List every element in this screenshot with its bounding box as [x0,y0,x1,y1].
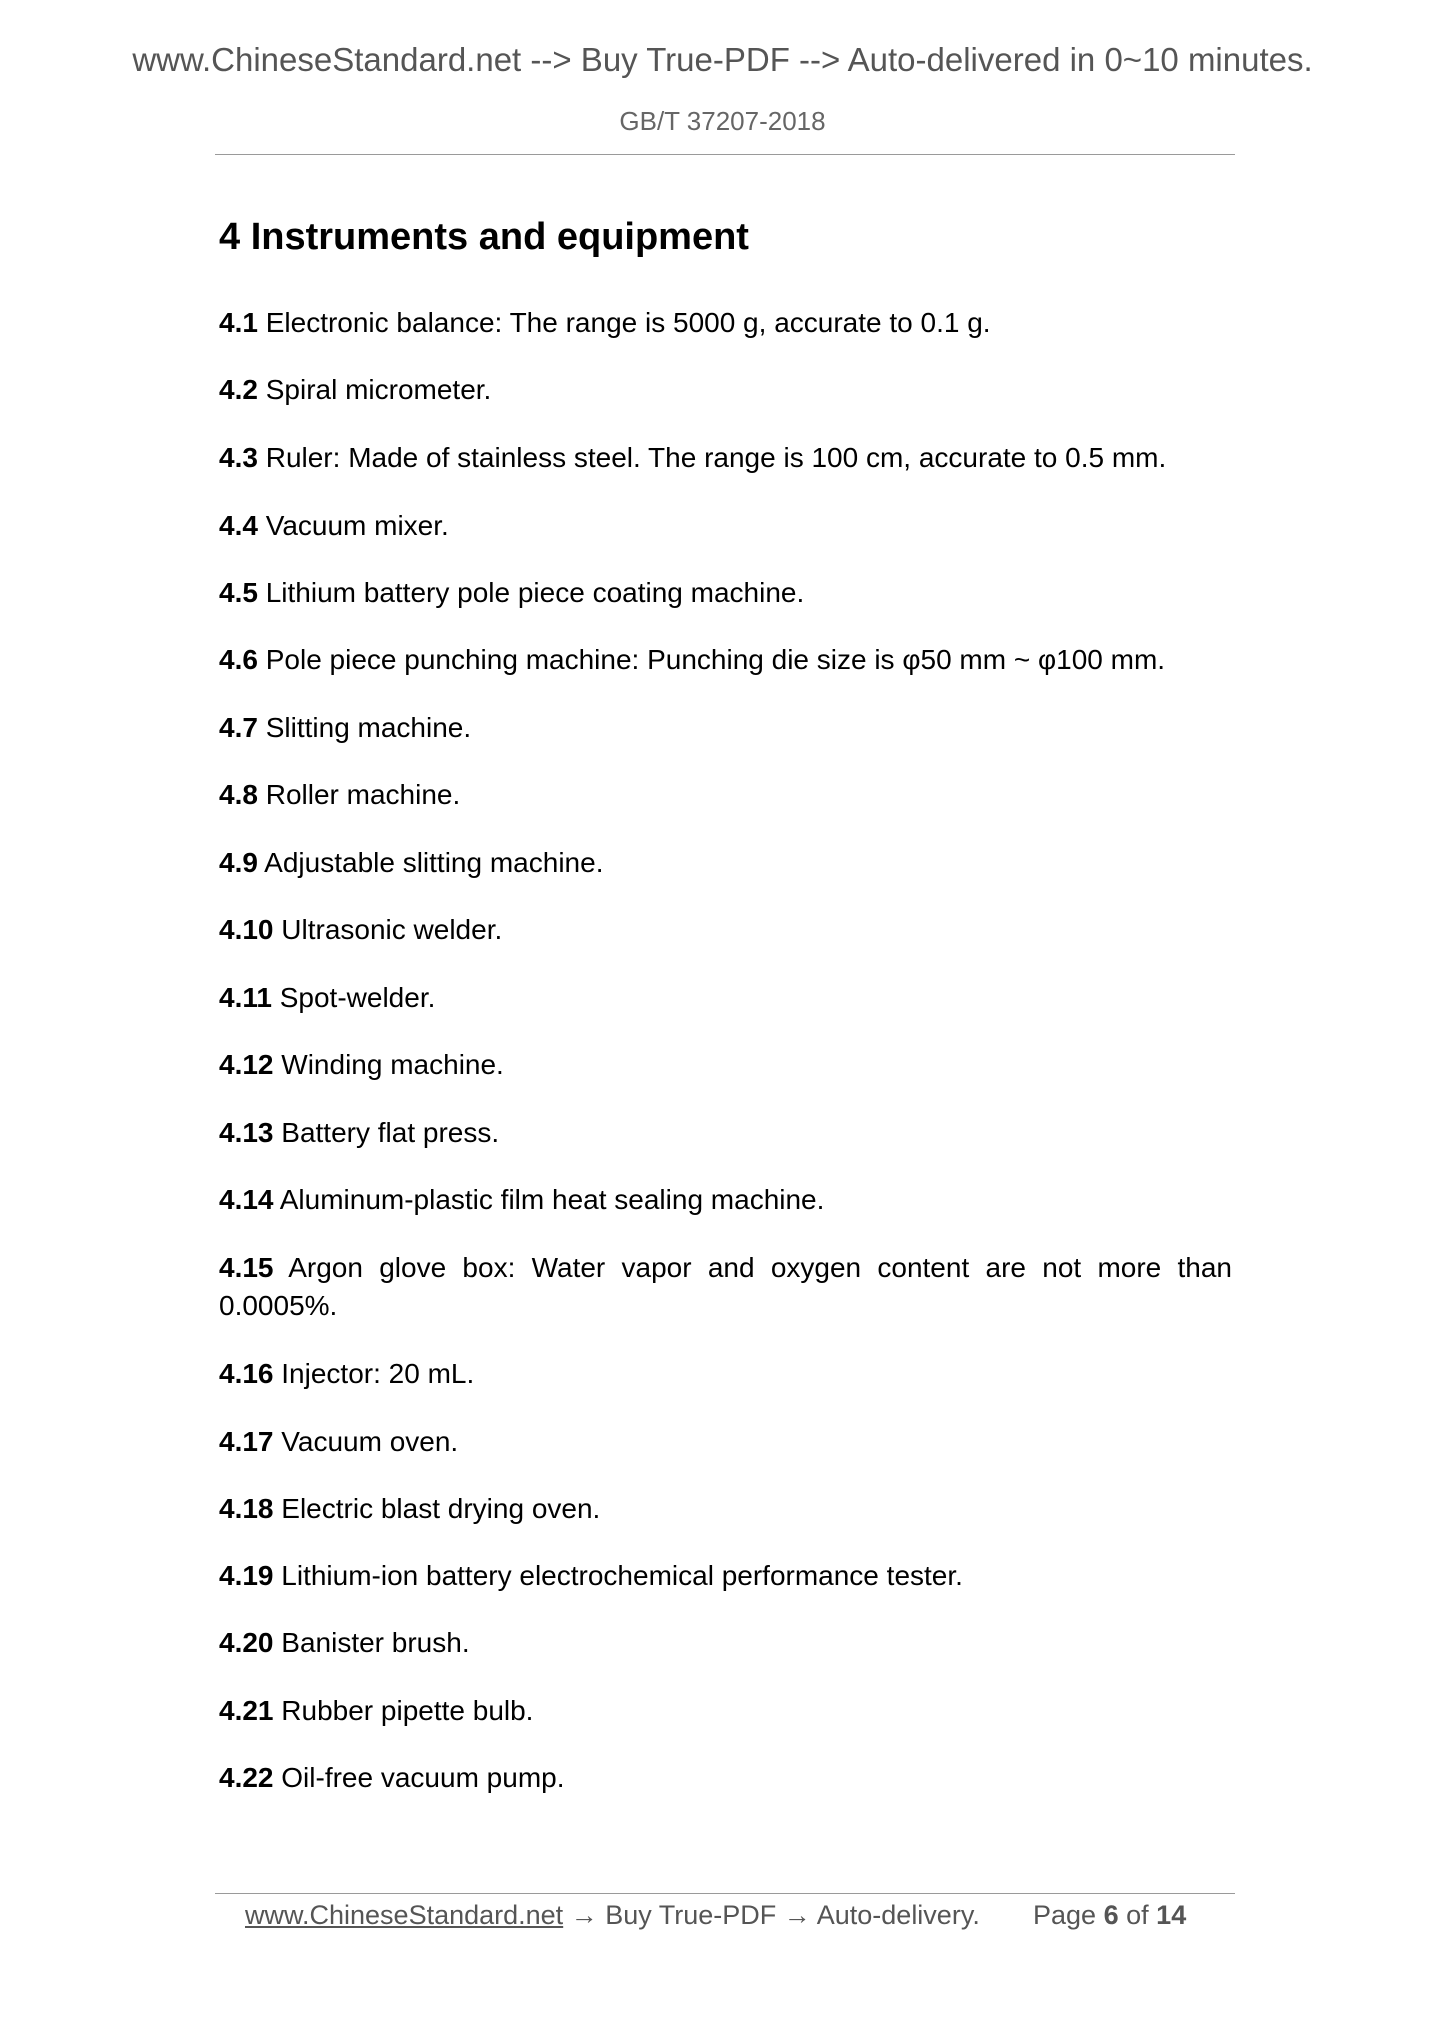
list-item [219,844,1232,882]
header-divider [215,154,1235,155]
item-number: 4.18 [219,1493,274,1524]
item-number: 4.16 [219,1358,274,1389]
list-item [219,1355,1232,1393]
item-number: 4.22 [219,1762,274,1793]
item-text: Lithium-ion battery electrochemical performance tester. [281,1560,963,1591]
page-label: Page [1033,1900,1097,1930]
item-text: Spot-welder. [279,982,436,1013]
item-text: Winding machine. [281,1049,504,1080]
item-number: 4.3 [219,442,258,473]
item-number: 4.4 [219,510,258,541]
footer-divider [215,1893,1235,1894]
item-number: 4.7 [219,712,258,743]
item-text: Rubber pipette bulb. [281,1695,534,1726]
item-number: 4.12 [219,1049,274,1080]
item-number: 4.21 [219,1695,274,1726]
footer-link[interactable]: www.ChineseStandard.net [245,1900,564,1930]
page-indicator [1033,1896,1186,1934]
item-number: 4.14 [219,1184,274,1215]
top-banner: www.ChineseStandard.net --> Buy True-PDF --> Auto-delivered in 0~10 minutes. [132,41,1313,78]
list-item [219,304,1232,342]
page-total: 14 [1156,1900,1187,1930]
section-heading: 4 Instruments and equipment [219,216,749,258]
item-text: Spiral micrometer. [265,374,492,405]
list-item [219,1759,1232,1797]
list-item [219,439,1232,477]
item-text: Adjustable slitting machine. [264,847,604,878]
item-number: 4.8 [219,779,258,810]
standard-number: GB/T 37207-2018 [619,106,826,136]
page-of: of [1126,1900,1149,1930]
item-number: 4.20 [219,1627,274,1658]
list-item [219,1624,1232,1662]
item-number: 4.5 [219,577,258,608]
list-item [219,1046,1232,1084]
item-number: 4.6 [219,644,258,675]
item-text: Argon glove box: Water vapor and oxygen content are not more than 0.0005%. [219,1252,1232,1321]
page-current: 6 [1103,1900,1119,1930]
item-number: 4.1 [219,307,258,338]
item-text: Slitting machine. [265,712,472,743]
item-text: Oil-free vacuum pump. [281,1762,565,1793]
list-item [219,979,1232,1017]
item-number: 4.19 [219,1560,274,1591]
item-number: 4.11 [219,982,272,1013]
list-item [219,709,1232,747]
list-item [219,911,1232,949]
item-number: 4.17 [219,1426,274,1457]
item-text: Injector: 20 mL. [281,1358,475,1389]
list-item [219,1114,1232,1152]
item-text: Ultrasonic welder. [281,914,503,945]
item-number: 4.10 [219,914,274,945]
item-number: 4.15 [219,1252,274,1283]
item-text: Battery flat press. [281,1117,500,1148]
list-item [219,1692,1232,1730]
item-number: 4.13 [219,1117,274,1148]
item-text: Banister brush. [281,1627,470,1658]
list-item [219,776,1232,814]
item-text: Ruler: Made of stainless steel. The range is 100 cm, accurate to 0.5 mm. [265,442,1167,473]
item-text: Electronic balance: The range is 5000 g, accurate to 0.1 g. [265,307,991,338]
item-text: Vacuum oven. [281,1426,459,1457]
list-item [219,641,1232,679]
list-item [219,371,1232,409]
list-item [219,1181,1232,1219]
item-number: 4.9 [219,847,258,878]
item-text: Aluminum-plastic film heat sealing machine. [279,1184,825,1215]
list-item [219,574,1232,612]
footer [245,1896,1187,1934]
list-item [219,1423,1232,1461]
item-text: Pole piece punching machine: Punching die size is φ50 mm ~ φ100 mm. [265,644,1166,675]
item-text: Electric blast drying oven. [281,1493,601,1524]
list-item [219,1249,1232,1325]
list-item [219,1490,1232,1528]
item-text: Roller machine. [265,779,461,810]
footer-tail-text: → Buy True-PDF → Auto-delivery. [563,1900,980,1930]
list-item [219,507,1232,545]
list-item [219,1557,1232,1595]
item-number: 4.2 [219,374,258,405]
item-text: Vacuum mixer. [265,510,449,541]
item-text: Lithium battery pole piece coating machine. [265,577,805,608]
